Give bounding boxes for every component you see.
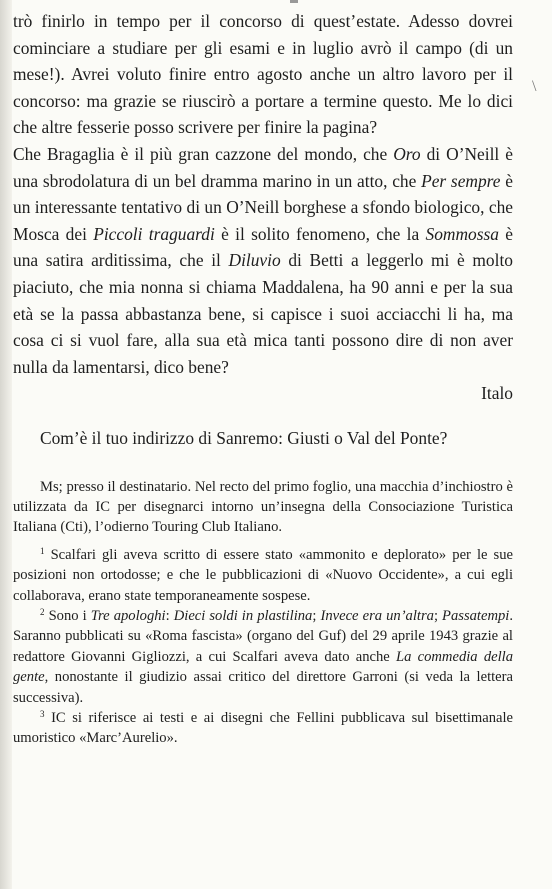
letter-signature: Italo bbox=[481, 383, 513, 404]
italic-title: Sommossa bbox=[425, 223, 499, 244]
editorial-notes bbox=[13, 477, 513, 749]
italic-title: Dieci soldi in plastilina bbox=[173, 607, 313, 624]
top-edge-mark bbox=[290, 0, 298, 3]
italic-title: Piccoli traguardi bbox=[93, 223, 215, 244]
margin-mark: \ bbox=[532, 78, 537, 95]
footnote-3 bbox=[13, 708, 513, 749]
footnote-text: Sono i Tre apologhi: Dieci soldi in plastilina; Invece era un’altra; Passatempi. Saranno pubblicati su «Roma fascista» (organo del Guf) del 29 aprile 1943 grazie al redattore Giovanni Gigliozzi, a cui Scalfari aveva dato anche La commedia della gente, nonostante il giudizio assai critico del direttore Garroni (si veda la lettera successiva). bbox=[13, 607, 513, 706]
footnote-text: IC si riferisce ai testi e ai disegni che Fellini pubblicava sul bisettimanale umoristico «Marc’Aurelio». bbox=[13, 709, 514, 747]
book-gutter-shadow bbox=[0, 0, 12, 889]
italic-title: Invece era un’altra bbox=[320, 607, 434, 624]
footnote-number: 1 bbox=[40, 545, 45, 556]
footnote-2 bbox=[13, 606, 513, 708]
letter-paragraph-2: Che Bragaglia è il più gran cazzone del mondo, che Oro di O’Neill è una sbrodolatura di un bel dramma marino in un atto, che Per sempre è un interessante tentativo di un O’Neill borghese a sfondo biologico, che Mosca dei Piccoli traguardi è il solito fenomeno, che la Sommossa è una satira arditissima, che il Diluvio di Betti a leggerlo mi è molto piaciuto, che mia nonna si chiama Maddalena, ha 90 anni e per la sua età se la passa abbastanza bene, si capisce i suoi acciacchi li ha, ma cosa ci si vuol fare, alla sua età mica tanti possono dire di non aver nulla da lamentarsi, dico bene? bbox=[13, 143, 513, 377]
book-page bbox=[13, 8, 513, 749]
letter-body bbox=[13, 8, 513, 380]
footnote-1 bbox=[13, 545, 513, 606]
footnote-number: 2 bbox=[40, 606, 45, 617]
italic-title: Per sempre bbox=[421, 170, 501, 191]
source-note: Ms; presso il destinatario. Nel recto del primo foglio, una macchia d’inchiostro è utilizzata da IC per disegnarci intorno un’insegna della Consociazione Turistica Italiana (Cti), l’odierno Touring Club Italiano. bbox=[13, 478, 513, 536]
letter-paragraph-1: trò finirlo in tempo per il concorso di quest’estate. Adesso dovrei cominciare a studiare per gli esami e in luglio avrò il campo (di un mese!). Avrei voluto finire entro agosto anche un altro lavoro per il concorso: ma grazie se riuscirò a portare a termine questo. Me lo dici che altre fesserie posso scrivere per finire la pagina? bbox=[13, 11, 513, 138]
italic-title: Diluvio bbox=[228, 250, 281, 271]
italic-title: Passatempi bbox=[442, 607, 510, 624]
italic-title: Oro bbox=[393, 143, 421, 164]
footnote-number: 3 bbox=[40, 708, 45, 719]
footnote-text: Scalfari gli aveva scritto di essere stato «ammonito e deplorato» per le sue posizioni non ortodosse; e che le pubblicazioni di «Nuovo Occidente», a cui egli collaborava, erano state temporaneamente sospese. bbox=[13, 546, 513, 604]
italic-title: La commedia della gente bbox=[13, 648, 513, 686]
italic-title: Tre apologhi bbox=[90, 607, 166, 624]
letter-postscript: Com’è il tuo indirizzo di Sanremo: Giusti o Val del Ponte? bbox=[40, 427, 448, 448]
